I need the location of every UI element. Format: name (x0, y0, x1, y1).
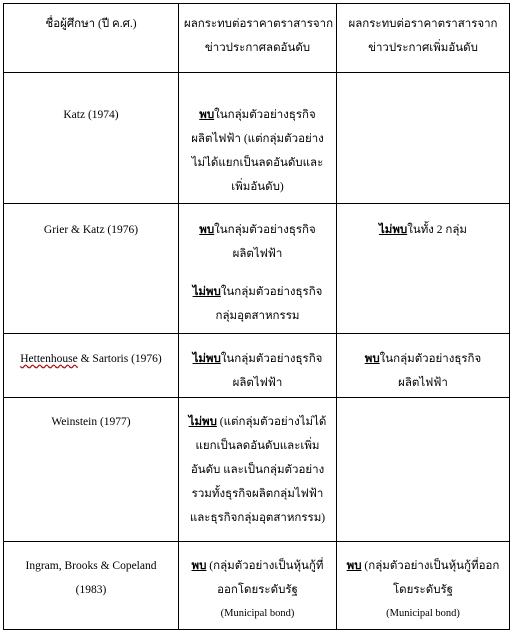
study-cell (4, 73, 179, 204)
finding-line (184, 218, 331, 242)
finding-line: (Municipal bond) (386, 608, 460, 619)
finding-line: แยกเป็นลดอันดับและเพิ่ม (195, 440, 320, 452)
study-year: (1983) (75, 584, 107, 596)
table-row (4, 204, 510, 334)
table-row (4, 334, 510, 398)
finding-line (342, 347, 504, 371)
lower-effect-cell (179, 334, 337, 398)
study-name: Weinstein (1977) (51, 416, 131, 428)
finding-line: ผลิตไฟฟ้า (แต่กลุ่มตัวอย่าง (191, 133, 324, 145)
finding-line (342, 218, 504, 242)
finding-line: ผลิตไฟฟ้า (398, 377, 448, 389)
header-raise-line1: ผลกระทบต่อราคาตราสารจาก (348, 18, 498, 30)
raise-effect-cell (337, 334, 510, 398)
finding-keyword: พบ (346, 560, 362, 572)
study-name (6, 347, 176, 371)
table-row (4, 398, 510, 542)
finding-text: ในกลุ่มตัวอย่างธุรกิจ (214, 224, 316, 236)
raise-effect-cell (337, 542, 510, 630)
table-row (4, 73, 510, 204)
finding-text: ในกลุ่มตัวอย่างธุรกิจ (220, 286, 323, 298)
finding-text: ในกลุ่มตัวอย่างธุรกิจ (214, 109, 316, 121)
literature-review-table (3, 3, 510, 630)
finding-line: โดยระดับรัฐ (392, 584, 454, 596)
finding-line: และธุรกิจกลุ่มอุตสาหกรรม) (189, 512, 326, 524)
table-header-row (4, 4, 510, 73)
finding-line (184, 103, 331, 127)
finding-text: (กลุ่มตัวอย่างเป็นหุ้นกู้ที่ (206, 560, 324, 572)
finding-line (184, 280, 331, 304)
study-name: Grier & Katz (1976) (43, 224, 139, 236)
study-cell (4, 542, 179, 630)
lower-effect-cell (179, 73, 337, 204)
study-cell (4, 204, 179, 334)
finding-text: ในทั้ง 2 กลุ่ม (407, 224, 467, 236)
study-name-rest: & Sartoris (1976) (77, 353, 162, 365)
finding-line (184, 554, 331, 578)
finding-line: ผลิตไฟฟ้า (232, 248, 283, 260)
header-lower-line1: ผลกระทบต่อราคาตราสารจาก (184, 18, 334, 30)
finding-line: ออกโดยระดับรัฐ (217, 584, 298, 596)
finding-line: เพิ่มอันดับ) (231, 181, 284, 193)
study-cell (4, 398, 179, 542)
finding-keyword: ไม่พบ (188, 416, 217, 428)
raise-effect-cell (337, 204, 510, 334)
finding-text: ในกลุ่มตัวอย่างธุรกิจ (220, 353, 323, 365)
lower-effect-cell (179, 542, 337, 630)
finding-line (342, 554, 504, 578)
finding-keyword: พบ (199, 109, 215, 121)
spellcheck-flagged-word: Hettenhouse (20, 353, 78, 365)
finding-line (184, 410, 331, 434)
lower-effect-cell (179, 398, 337, 542)
finding-keyword: ไม่พบ (192, 286, 221, 298)
finding-line (184, 347, 331, 371)
finding-line: ผลิตไฟฟ้า (232, 377, 283, 389)
finding-keyword: ไม่พบ (192, 353, 221, 365)
header-study-label: ชื่อผู้ศึกษา (ปี ค.ศ.) (45, 18, 137, 30)
finding-keyword: พบ (191, 560, 207, 572)
finding-text: (แต่กลุ่มตัวอย่างไม่ได้ (216, 416, 327, 428)
finding-keyword: ไม่พบ (378, 224, 408, 236)
raise-effect-cell (337, 398, 510, 542)
finding-line: ไม่ได้แยกเป็นลดอันดับและ (191, 157, 324, 169)
header-lower-line2: ข่าวประกาศลดอันดับ (204, 42, 311, 54)
finding-line: อันดับ และเป็นกลุ่มตัวอย่าง (190, 464, 325, 476)
finding-keyword: พบ (364, 353, 380, 365)
raise-effect-cell (337, 73, 510, 204)
finding-line: กลุ่มอุตสาหกรรม (215, 310, 300, 322)
table-row (4, 542, 510, 630)
finding-text: (กลุ่มตัวอย่างเป็นหุ้นกู้ที่ออก (361, 560, 500, 572)
finding-text: ในกลุ่มตัวอย่างธุรกิจ (379, 353, 482, 365)
header-lower (179, 4, 337, 73)
finding-line: (Municipal bond) (220, 608, 295, 619)
lower-effect-cell (179, 204, 337, 334)
header-raise-line2: ข่าวประกาศเพิ่มอันดับ (368, 42, 478, 54)
finding-line: รวมทั้งธุรกิจผลิตกลุ่มไฟฟ้า (191, 488, 324, 500)
study-name: Ingram, Brooks & Copeland (25, 560, 157, 572)
finding-keyword: พบ (199, 224, 215, 236)
study-name: Katz (1974) (63, 109, 119, 121)
header-raise (337, 4, 510, 73)
study-cell (4, 334, 179, 398)
header-study (4, 4, 179, 73)
